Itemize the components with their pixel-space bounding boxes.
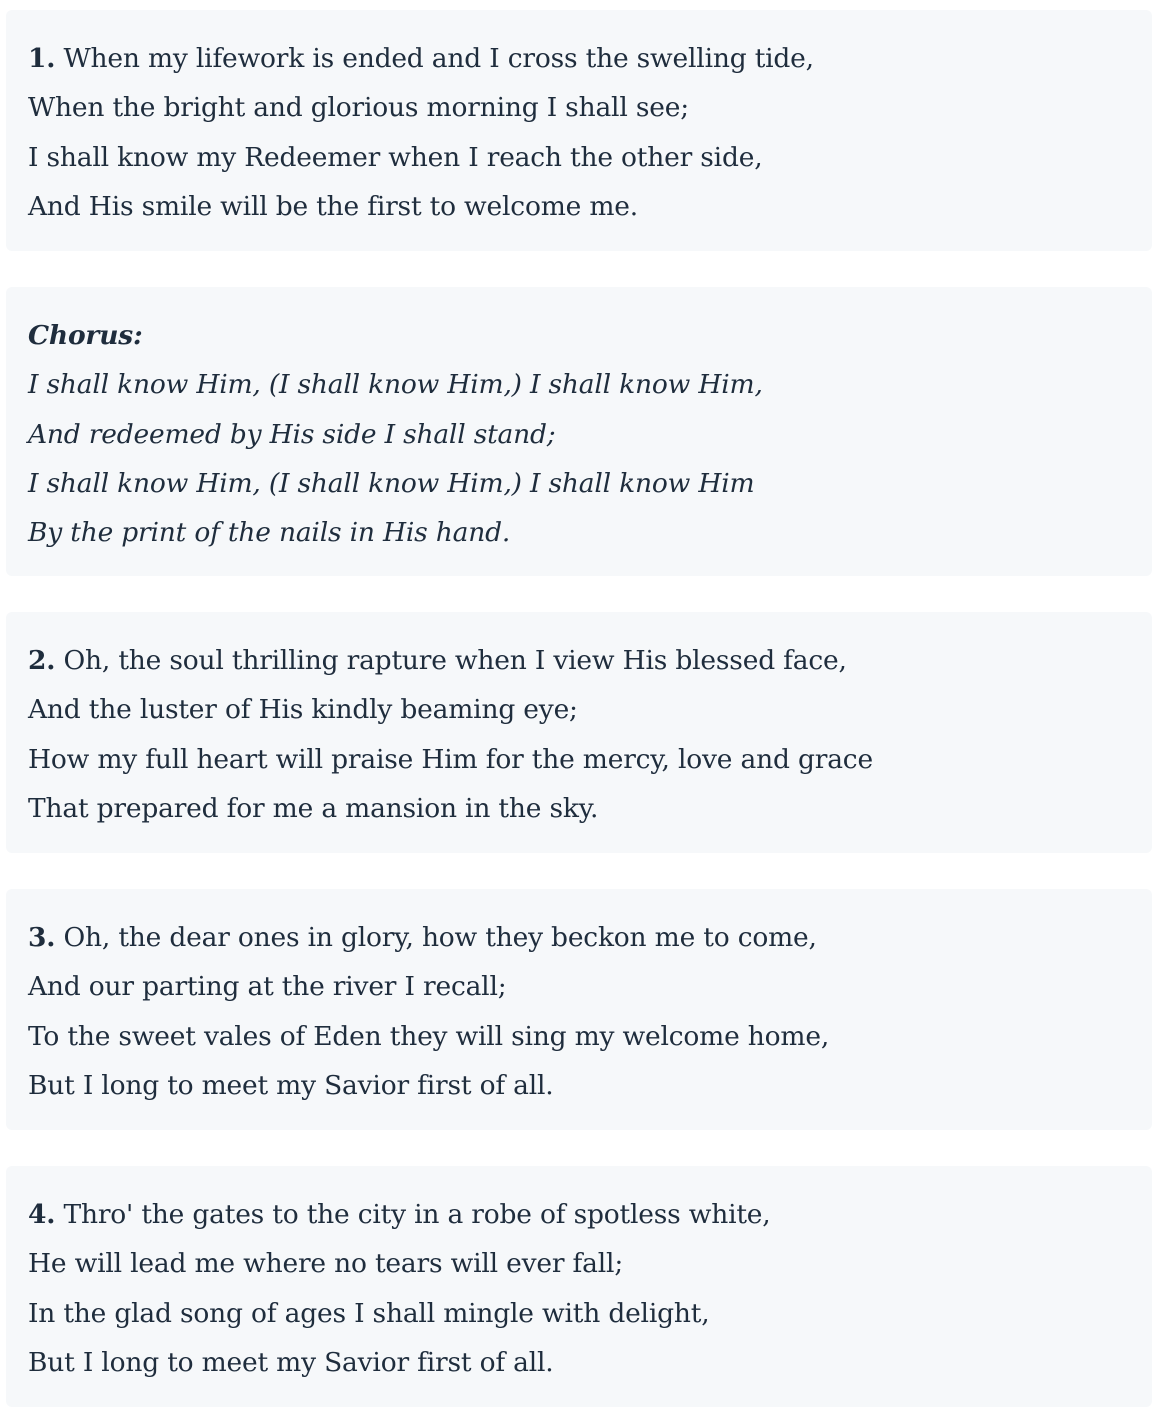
stanza-line: That prepared for me a mansion in the sky. [28, 792, 599, 824]
stanza-line: To the sweet vales of Eden they will sing my welcome home, [28, 1020, 830, 1052]
stanza-line: When the bright and glorious morning I shall see; [28, 92, 689, 124]
stanza-line [28, 636, 1130, 685]
stanza-line: And the luster of His kindly beaming eye; [28, 694, 578, 726]
stanza-line-text: Oh, the dear ones in glory, how they beckon me to come, [55, 922, 817, 953]
chorus-line: By the print of the nails in His hand. [28, 517, 511, 549]
stanza-line: But I long to meet my Savior first of all. [28, 1346, 554, 1378]
stanza-line: In the glad song of ages I shall mingle with delight, [28, 1297, 710, 1329]
stanza-line: He will lead me where no tears will ever fall; [28, 1248, 624, 1280]
stanza-1 [6, 10, 1152, 251]
chorus-line: And redeemed by His side I shall stand; [28, 418, 556, 450]
stanza-number: 4. [28, 1199, 56, 1230]
stanza-line: But I long to meet my Savior first of all. [28, 1069, 554, 1101]
stanza-line [28, 913, 1130, 962]
stanza-line [28, 1190, 1130, 1239]
stanza-line [28, 34, 1130, 83]
chorus-title: Chorus: [28, 320, 143, 351]
chorus [6, 287, 1152, 576]
stanza-2 [6, 612, 1152, 853]
chorus-line: I shall know Him, (I shall know Him,) I shall know Him [28, 467, 755, 499]
stanza-line: How my full heart will praise Him for the mercy, love and grace [28, 743, 873, 775]
stanza-line-text: Oh, the soul thrilling rapture when I view His blessed face, [55, 645, 847, 676]
stanza-line-text: When my lifework is ended and I cross the swelling tide, [55, 43, 814, 74]
stanza-number: 2. [28, 645, 56, 676]
stanza-line-text: Thro' the gates to the city in a robe of spotless white, [55, 1199, 771, 1230]
stanza-4 [6, 1166, 1152, 1407]
stanza-line: And His smile will be the first to welcome me. [28, 190, 638, 222]
stanza-number: 3. [28, 922, 56, 953]
chorus-line: I shall know Him, (I shall know Him,) I shall know Him, [28, 369, 763, 401]
stanza-line: I shall know my Redeemer when I reach the other side, [28, 141, 763, 173]
stanza-3 [6, 889, 1152, 1130]
stanza-line: And our parting at the river I recall; [28, 971, 507, 1003]
stanza-number: 1. [28, 43, 56, 74]
